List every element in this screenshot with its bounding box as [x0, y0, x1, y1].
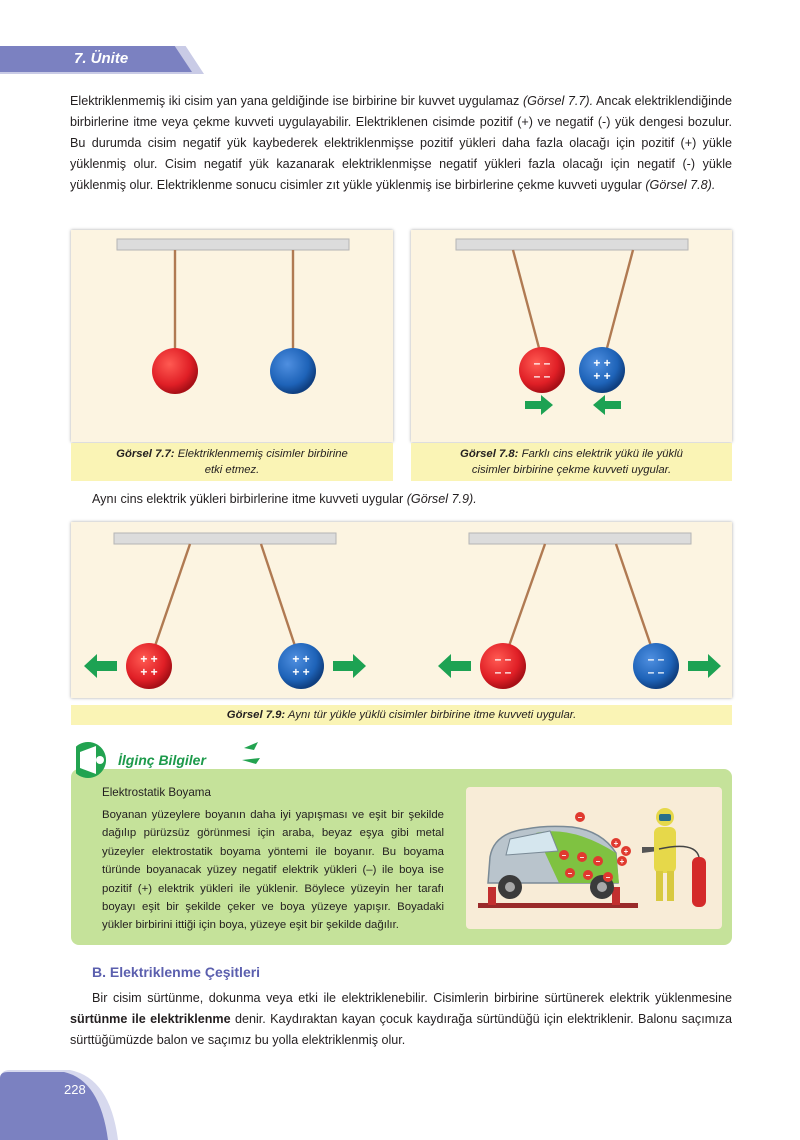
- minus-sign: –: [567, 869, 573, 878]
- plus-sign: +: [623, 847, 629, 856]
- charge-label-pos: + +: [140, 665, 158, 679]
- arrow-right-icon: [688, 654, 721, 678]
- charge-label-pos: + +: [292, 652, 310, 666]
- thread: [155, 544, 190, 646]
- burst-lines-icon: [242, 742, 260, 764]
- arrow-left-icon: [438, 654, 471, 678]
- info-body: Boyanan yüzeylere boyanın daha iyi yapışması ve eşit bir şekilde dağılıp pürüzsüz görünmesi için araba, beyaz eşya gibi metal yüzeyler elektrostatik boyama yöntemi ile boyanır. Bu boyama türünde boyanacak yüzey negatif elektrik yükleri (–) ile boya ise pozitif (+) elektrik yükleri ile yüklenir. Böylece yüzeyin her tarafı boyayı eşit bir şekilde çeker ve boya yüzeye yapışır. Boyadaki yükler birbirini ittiği için boya, yüzeye eşit bir şekilde dağılır.: [102, 809, 444, 932]
- info-title-text: İlginç Bilgiler: [118, 752, 206, 768]
- charge-label-pos: + +: [292, 665, 310, 679]
- figure-7-8-label: Görsel 7.8:: [460, 448, 519, 460]
- intro-paragraph: [70, 91, 732, 196]
- info-title-badge: [76, 738, 276, 782]
- unit-label: 7. Ünite: [74, 50, 129, 67]
- painter-mask: [659, 814, 671, 821]
- charge-label-pos: + +: [140, 652, 158, 666]
- same-charge-ref: (Görsel 7.9).: [406, 492, 477, 506]
- car-hubcap: [505, 882, 515, 892]
- minus-sign: –: [605, 873, 611, 882]
- info-heading: Elektrostatik Boyama: [102, 786, 211, 799]
- support-bar: [469, 533, 691, 544]
- minus-sign: –: [579, 853, 585, 862]
- intro-ref-7-8: (Görsel 7.8).: [645, 178, 716, 192]
- thread: [509, 544, 545, 646]
- plus-sign: +: [613, 839, 619, 848]
- red-ball: [152, 348, 198, 394]
- plus-sign: +: [619, 857, 625, 866]
- section-b-text-2: denir. Kaydıraktan kayan çocuk kaydırağa sürtündüğü için elektriklenir. Balonu saçımıza sürttüğümüzde balon ve saçımız bu yolla elektriklenmiş olur.: [70, 1012, 732, 1047]
- same-charge-text: Aynı cins elektrik yükleri birbirlerine itme kuvveti uygular: [92, 492, 407, 506]
- charge-label-pos: + +: [593, 356, 611, 370]
- intro-text-1: Elektriklenmemiş iki cisim yan yana geldiğinde ise birbirine bir kuvvet uygulamaz: [70, 94, 523, 108]
- charge-label-neg: – –: [494, 665, 512, 679]
- blue-ball: [270, 348, 316, 394]
- arrow-right-icon: [525, 395, 553, 415]
- section-b-title: B. Elektriklenme Çeşitleri: [92, 964, 261, 980]
- figure-7-9-label: Görsel 7.9:: [226, 709, 286, 721]
- painter-leg: [667, 871, 674, 901]
- minus-sign: –: [577, 813, 583, 822]
- figure-7-8-caption: [411, 443, 732, 481]
- arrow-right-icon: [333, 654, 366, 678]
- arrow-left-icon: [593, 395, 621, 415]
- figure-7-8-panel: [411, 230, 732, 442]
- figure-7-9-caption: [71, 705, 732, 725]
- figure-7-7-label: Görsel 7.7:: [116, 448, 175, 460]
- figure-7-7-caption-line2: etki etmez.: [204, 464, 260, 476]
- support-bar: [117, 239, 349, 250]
- figure-7-8-caption-line1: Farklı cins elektrik yükü ile yüklü: [518, 448, 683, 460]
- arrow-left-icon: [84, 654, 117, 678]
- charge-label-neg: – –: [647, 652, 665, 666]
- figure-7-8-drawing: [411, 230, 732, 442]
- charge-label-pos: + +: [593, 369, 611, 383]
- figure-7-7-caption-line1: Elektriklenmemiş cisimler birbirine: [174, 448, 348, 460]
- figure-7-9-drawing: [71, 522, 732, 698]
- support-bar: [114, 533, 336, 544]
- intro-text-2: Ancak elektriklendiğinde birbirlerine itme veya çekme kuvveti uygulayabilir. Elektriklenen cisimde pozitif (+) ve negatif (-) yük dengesi bozulur. Bu durumda cisim negatif yük kaybederek elektriklenmişse pozitif yükleri daha fazla olacağı için pozitif (+) yükle yüklenmiş olur. Cisim negatif yük kazanarak elektriklenmişse negatif yükleri fazla olacağı için negatif (-) yükle yüklenmiş olur. Elektriklenme sonucu cisimler zıt yükle yüklenmiş ise birbirlerine çekme kuvveti uygular: [70, 94, 732, 192]
- car-painting-illustration: [466, 787, 722, 929]
- figure-7-8-caption-line2: cisimler birbirine çekme kuvveti uygular.: [471, 464, 672, 476]
- charge-label-neg: – –: [533, 356, 551, 370]
- thread: [261, 544, 295, 646]
- intro-ref-7-7: (Görsel 7.7).: [522, 94, 594, 108]
- page-number: 228: [64, 1082, 86, 1097]
- section-b-paragraph: [70, 988, 732, 1051]
- car-hubcap: [597, 882, 607, 892]
- unit-banner: [0, 46, 200, 74]
- figure-7-9-caption-text: Aynı tür yükle yüklü cisimler birbirine itme kuvveti uygular.: [285, 709, 577, 721]
- minus-sign: –: [595, 857, 601, 866]
- section-b-term: sürtünme ile elektriklenme: [70, 1012, 231, 1026]
- figure-7-7-drawing: [71, 230, 393, 442]
- charge-label-neg: – –: [533, 369, 551, 383]
- megaphone-mouth: [96, 756, 104, 764]
- painter-suit: [654, 827, 676, 873]
- section-b-text-1: Bir cisim sürtünme, dokunma veya etki ile elektriklenebilir. Cisimlerin birbirine sürtünerek elektrik yüklenmesine: [92, 991, 732, 1005]
- thread: [616, 544, 651, 646]
- figure-7-7-panel: [71, 230, 393, 442]
- car-painting-drawing: [466, 787, 722, 929]
- charge-label-neg: – –: [494, 652, 512, 666]
- figure-7-7-caption: [71, 443, 393, 481]
- same-charge-paragraph: [70, 489, 732, 510]
- paint-tank: [692, 857, 706, 907]
- figure-7-9-panel: [71, 522, 732, 698]
- thread: [513, 250, 539, 348]
- page-corner-decoration: [0, 1070, 120, 1140]
- minus-sign: –: [585, 871, 591, 880]
- thread: [607, 250, 633, 348]
- painter-leg: [656, 871, 663, 901]
- minus-sign: –: [561, 851, 567, 860]
- support-bar: [456, 239, 688, 250]
- car-lift-post: [488, 887, 496, 905]
- charge-label-neg: – –: [647, 665, 665, 679]
